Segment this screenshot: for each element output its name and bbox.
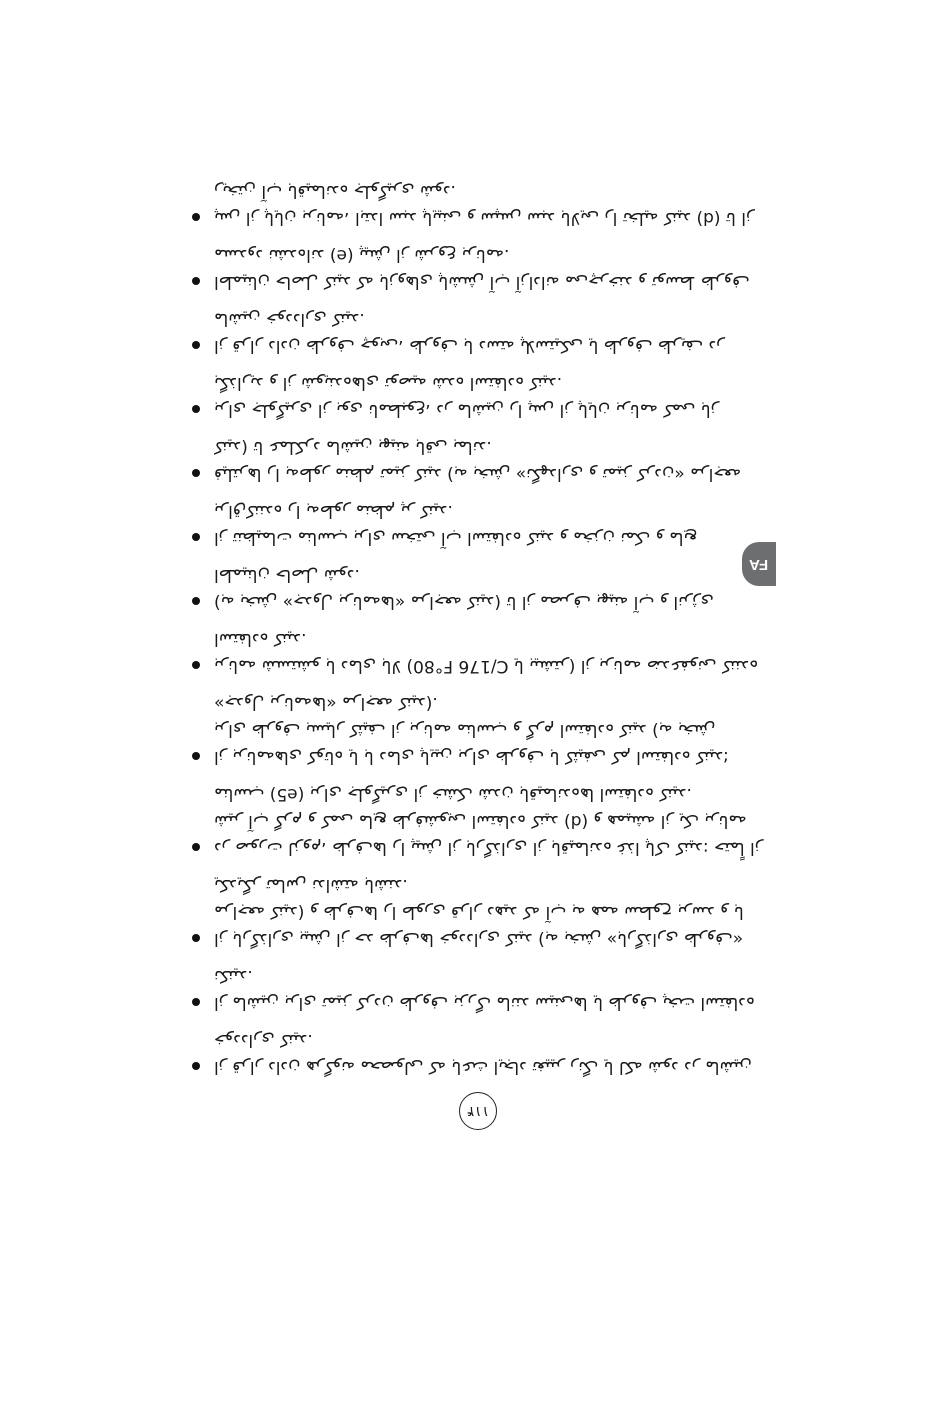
bullet-dot-icon: [192, 405, 200, 413]
bullet-text: برای جلوگیری از بوی نامطبوع، در ماشین را پس از پایان برنامه کمی باز بگذارید و از شوینده‌های توصیه شده استفاده کنید.: [214, 373, 719, 420]
list-item: [190, 433, 765, 487]
bullet-dot-icon: [192, 998, 200, 1006]
bullet-dot-icon: [192, 341, 200, 349]
language-tab: [742, 542, 776, 586]
bullet-text: از قرار دادن ظروف چوبی، ظروف با دسته پلاستیکی یا ظروف ظریف در ماشین خودداری کنید.: [214, 309, 725, 356]
bullet-dot-icon: [192, 469, 200, 477]
flipped-page-content: [190, 181, 765, 1130]
bullet-list: [190, 167, 765, 1080]
list-item: [190, 962, 765, 1016]
list-item: [190, 780, 765, 861]
bullet-text: از ماشین برای تمیز کردن ظروف بزرگ مانند سینی‌ها یا ظروف پخت استفاده نکنید.: [214, 966, 755, 1013]
bullet-dot-icon: [192, 277, 200, 285]
bullet-text: از تنظیمات مناسب برای سختی آب استفاده کنید و مخزن نمک و مایع براق‌کننده را به‌طور منظم پر کنید.: [214, 501, 698, 548]
list-item: [190, 369, 765, 423]
bullet-text: اطمینان حاصل کنید که بازوهای پاشش آب آزادانه می‌چرخند و توسط ظروف مسدود نشده‌اند (e) پیش از شروع برنامه.: [214, 245, 750, 292]
bullet-text: پس از پایان برنامه، ابتدا سبد پایینی و سپس سبد بالایی را تخلیه کنید (d) تا از ریختن آب باقیمانده جلوگیری شود.: [214, 181, 755, 228]
bullet-text: فیلترها را به‌طور منظم تمیز کنید (به بخش «نگهداری و تمیز کردن» مراجعه کنید) تا عملکرد ماشین بهینه باقی بماند.: [214, 437, 742, 484]
list-item: [190, 1026, 765, 1080]
bullet-text: (به بخش «جدول برنامه‌ها» مراجعه کنید) تا از مصرف بهینه آب و انرژی اطمینان حاصل شود.: [214, 565, 714, 612]
bullet-text: از برنامه‌های کوتاه یا با دمای پایین برای ظروف با کثیفی کم استفاده کنید؛ برای ظروف بسیار کثیف از برنامه مناسب و گرم استفاده کنید (به بخش «جدول برنامه‌ها» مراجعه کنید).: [214, 693, 729, 767]
bullet-text: برنامه شستشو با دمای بالا (80°C/176 F یا بیشتر) از برنامه ضدعفونی کننده استفاده کنید.: [214, 629, 759, 676]
bullet-dot-icon: [192, 843, 200, 851]
language-tab-label: FA: [749, 555, 769, 573]
page-number: ۱۱۴: [459, 1092, 497, 1130]
list-item: [190, 241, 765, 295]
bullet-text: از قرار دادن هرگونه محصولی که باعث ایجاد تغییر رنگ یا لکه شود در ماشین خودداری کنید.: [214, 1030, 752, 1077]
bullet-dot-icon: [192, 597, 200, 605]
bullet-dot-icon: [192, 213, 200, 221]
bullet-dot-icon: [192, 934, 200, 942]
list-item: [190, 871, 765, 952]
bullet-dot-icon: [192, 1062, 200, 1070]
list-item: [190, 305, 765, 359]
bullet-text: در صورت لزوم، ظرف‌ها را پیش از بارگذاری از باقیمانده غذا پاک کنید: حتماً از شیر آب گرم و کمی مایع ظرفشویی استفاده کنید (d) و همیشه از یک برنامه مناسب (e5) برای جلوگیری از خشک شدن باقیمانده‌ها استفاده کنید.: [214, 784, 764, 858]
list-item: [190, 625, 765, 679]
list-item: [190, 561, 765, 615]
bullet-dot-icon: [192, 752, 200, 760]
list-item: [190, 497, 765, 551]
bullet-dot-icon: [192, 661, 200, 669]
list-item: [190, 689, 765, 770]
list-item: [190, 177, 765, 231]
bullet-dot-icon: [192, 533, 200, 541]
bullet-text: از بارگذاری بیش از حد ظرف‌ها خودداری کنید (به بخش «بارگذاری ظروف» مراجعه کنید) و ظرف‌ها را طوری قرار دهید که آب به همه سطوح برسد و با یکدیگر تماس نداشته باشند.: [214, 875, 744, 949]
